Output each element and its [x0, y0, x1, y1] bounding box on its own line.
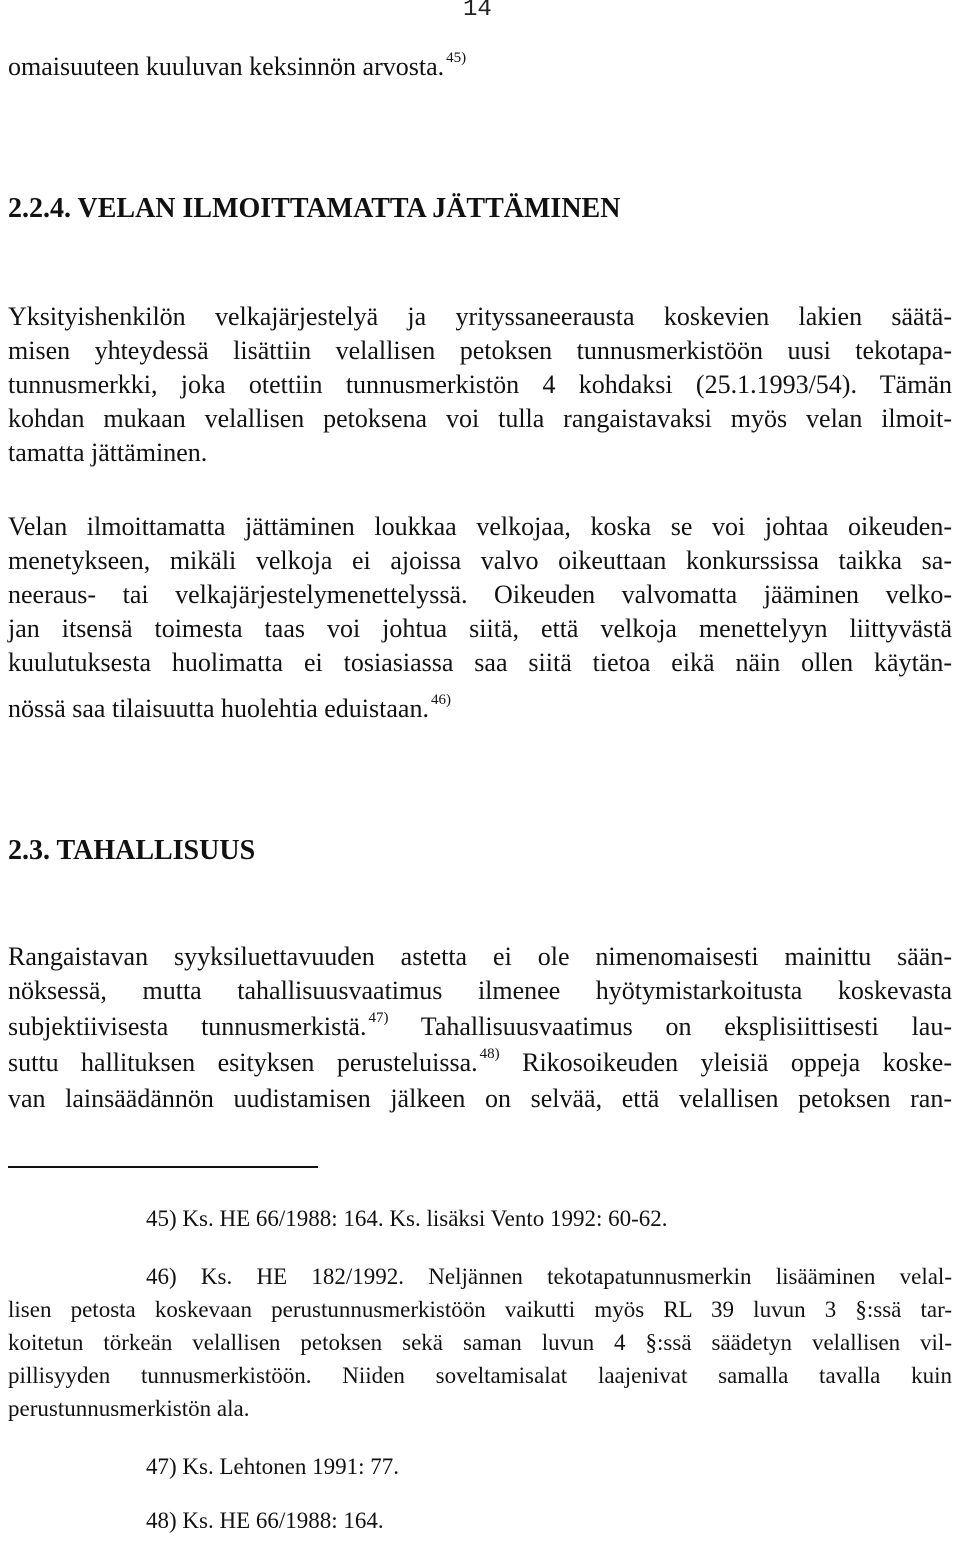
footnote-ref-45: 45): [446, 50, 467, 67]
paragraph-line-text: suttu hallituksen esityksen perusteluissa.: [8, 1048, 478, 1077]
footnote-ref-46: 46): [430, 692, 451, 709]
paragraph-line: Yksityishenkilön velkajärjestelyä ja yrityssaneerausta koskevien lakien säätä-: [8, 302, 952, 331]
paragraph-line: kuulutuksesta huolimatta ei tosiasiassa saa siitä tietoa eikä näin ollen käytän-: [8, 648, 952, 677]
paragraph-line: kohdan mukaan velallisen petoksena voi tulla rangaistavaksi myös velan ilmoit-: [8, 404, 952, 433]
paragraph-line: nöksessä, mutta tahallisuusvaatimus ilmenee hyötymistarkoitusta koskevasta: [8, 976, 952, 1005]
footnote-line: koitetun törkeän velallisen petoksen sekä saman luvun 4 §:ssä säädetyn velallisen vil-: [8, 1330, 952, 1355]
paragraph-line: [8, 692, 952, 726]
footnote-45: 45) Ks. HE 66/1988: 164. Ks. lisäksi Vento 1992: 60-62.: [146, 1206, 668, 1231]
paragraph-line: Rangaistavan syyksiluettavuuden astetta ei ole nimenomaisesti mainittu sään-: [8, 942, 952, 971]
top-line-text: omaisuuteen kuuluvan keksinnön arvosta.: [8, 52, 445, 81]
footnote-48: 48) Ks. HE 66/1988: 164.: [146, 1508, 384, 1533]
paragraph-line: tunnusmerkki, joka otettiin tunnusmerkistön 4 kohdaksi (25.1.1993/54). Tämän: [8, 370, 952, 399]
section-heading-2-3: 2.3. TAHALLISUUS: [8, 835, 256, 866]
top-line: [8, 50, 952, 84]
footnote-separator: [8, 1166, 318, 1168]
paragraph-line-text: subjektiivisesta tunnusmerkistä.: [8, 1012, 367, 1041]
section-heading-2-2-4: 2.2.4. VELAN ILMOITTAMATTA JÄTTÄMINEN: [8, 193, 621, 224]
paragraph-line: van lainsäädännön uudistamisen jälkeen on selvää, että velallisen petoksen ran-: [8, 1084, 952, 1113]
footnote-line: perustunnusmerkistön ala.: [8, 1396, 250, 1421]
footnote-line: pillisyyden tunnusmerkistöön. Niiden soveltamisalat laajenivat samalla tavalla kuin: [8, 1363, 952, 1388]
paragraph-line: Velan ilmoittamatta jättäminen loukkaa velkojaa, koska se voi johtaa oikeuden-: [8, 512, 952, 541]
page-number: 14: [463, 0, 492, 23]
footnote-ref-47: 47): [368, 1010, 389, 1027]
footnote-line: lisen petosta koskevaan perustunnusmerkistöön vaikutti myös RL 39 luvun 3 §:ssä tar-: [8, 1297, 952, 1322]
paragraph-line: menetykseen, mikäli velkoja ei ajoissa valvo oikeuttaan konkurssissa taikka sa-: [8, 546, 952, 575]
paragraph-line: [8, 1046, 952, 1080]
paragraph-line-text: Rikosoikeuden yleisiä oppeja koske-: [522, 1048, 952, 1077]
paragraph-line-text: Tahallisuusvaatimus on eksplisiittisesti lau-: [420, 1012, 953, 1041]
footnote-ref-48: 48): [479, 1046, 500, 1063]
footnote-line: 46) Ks. HE 182/1992. Neljännen tekotapatunnusmerkin lisääminen velal-: [146, 1264, 952, 1289]
paragraph-line: misen yhteydessä lisättiin velallisen petoksen tunnusmerkistöön uusi tekotapa-: [8, 336, 952, 365]
paragraph-line: tamatta jättäminen.: [8, 438, 208, 467]
paragraph-line: neeraus- tai velkajärjestelymenettelyssä. Oikeuden valvomatta jääminen velko-: [8, 580, 952, 609]
paragraph-line: jan itsensä toimesta taas voi johtua siitä, että velkoja menettelyyn liittyvästä: [8, 614, 952, 643]
footnote-47: 47) Ks. Lehtonen 1991: 77.: [146, 1454, 399, 1479]
paragraph-line-text: nössä saa tilaisuutta huolehtia eduistaan.: [8, 694, 429, 723]
paragraph-line: [8, 1010, 952, 1044]
